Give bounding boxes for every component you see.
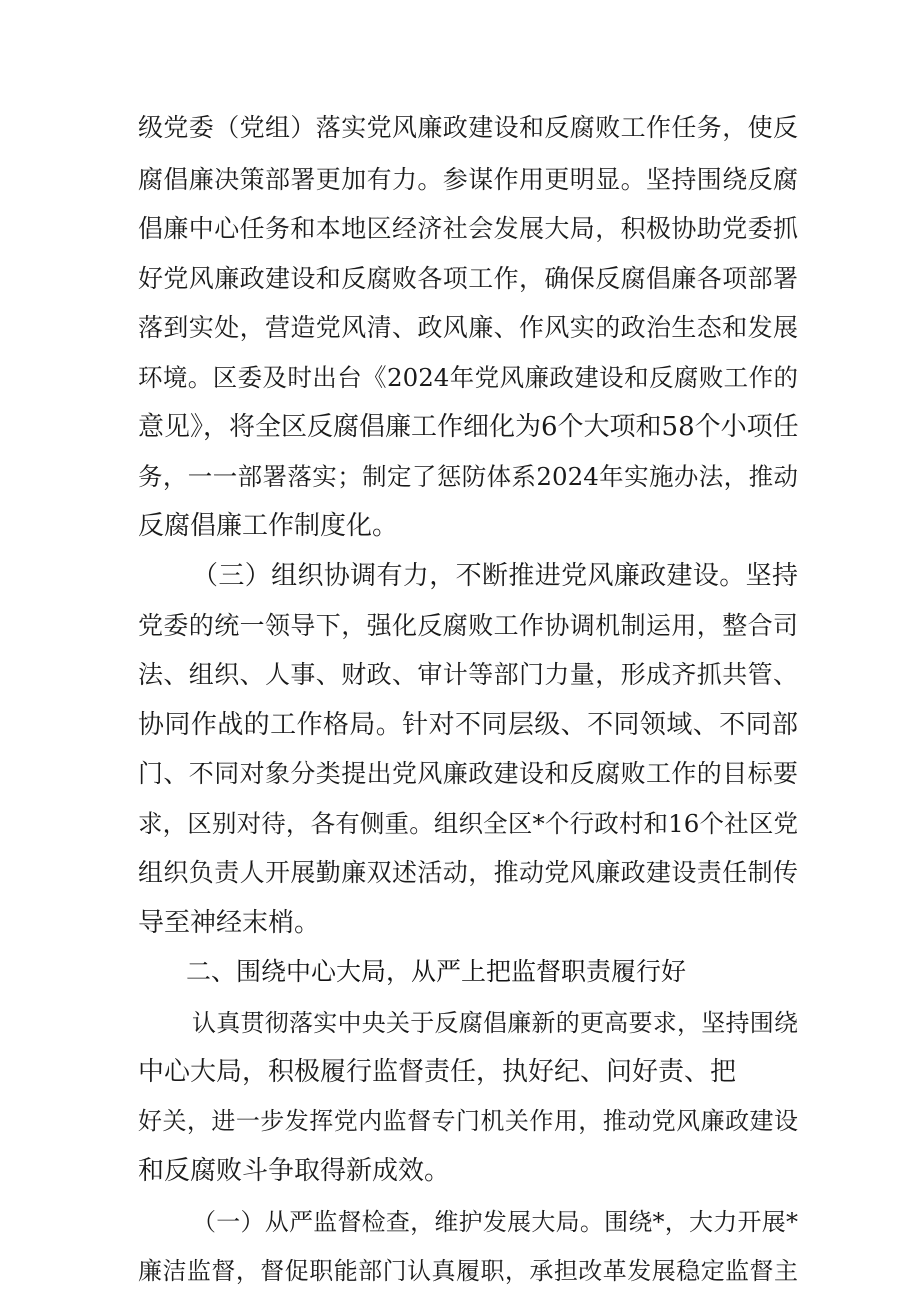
- text-line: 腐倡廉决策部署更加有力。参谋作用更明显。坚持围绕反腐: [138, 165, 798, 194]
- section-heading-1: （一）从严监督检查，维护发展大局。围绕*，大力开展*: [192, 1208, 798, 1236]
- text-line: 级党委（党组）落实党风廉政建设和反腐败工作任务，使反: [138, 113, 798, 142]
- text-line: 党委的统一领导下，强化反腐败工作协调机制运用，整合司: [138, 611, 798, 640]
- text-line: 组织负责人开展勤廉双述活动，推动党风廉政建设责任制传: [138, 858, 798, 887]
- section-heading-2: 二、围绕中心大局，从严上把监督职责履行好: [186, 957, 687, 986]
- text-line: 法、组织、人事、财政、审计等部门力量，形成齐抓共管、: [138, 660, 798, 689]
- text-line: 务，一一部署落实；制定了惩防体系2024年实施办法，推动: [138, 462, 798, 491]
- text-line: 导至神经末梢。: [138, 908, 321, 938]
- text-line: 门、不同对象分类提出党风廉政建设和反腐败工作的目标要: [138, 759, 798, 788]
- text-line: 好党风廉政建设和反腐败各项工作，确保反腐倡廉各项部署: [138, 264, 798, 293]
- text-line: 环境。区委及时出台《2024年党风廉政建设和反腐败工作的: [138, 363, 798, 392]
- section-heading-3: （三）组织协调有力，不断推进党风廉政建设。坚持: [192, 561, 798, 591]
- text-line: 反腐倡廉工作制度化。: [138, 511, 399, 541]
- text-line: 好关，进一步发挥党内监督专门机关作用，推动党风廉政建设: [138, 1107, 798, 1135]
- text-line: 协同作战的工作格局。针对不同层级、不同领域、不同部: [138, 710, 798, 740]
- text-line: 中心大局，积极履行监督责任，执好纪、问好责、把: [138, 1057, 737, 1087]
- text-line: 廉洁监督，督促职能部门认真履职，承担改革发展稳定监督主: [138, 1257, 798, 1285]
- text-line: 倡廉中心任务和本地区经济社会发展大局，积极协助党委抓: [138, 214, 798, 243]
- text-line: 求，区别对待，各有侧重。组织全区*个行政村和16个社区党: [138, 809, 798, 838]
- text-line: 意见》，将全区反腐倡廉工作细化为6个大项和58个小项任: [138, 412, 799, 442]
- text-line: 和反腐败斗争取得新成效。: [138, 1156, 451, 1186]
- text-line: 落到实处，营造党风清、政风廉、作风实的政治生态和发展: [138, 313, 798, 342]
- text-line: 认真贯彻落实中央关于反腐倡廉新的更高要求，坚持围绕: [192, 1009, 798, 1037]
